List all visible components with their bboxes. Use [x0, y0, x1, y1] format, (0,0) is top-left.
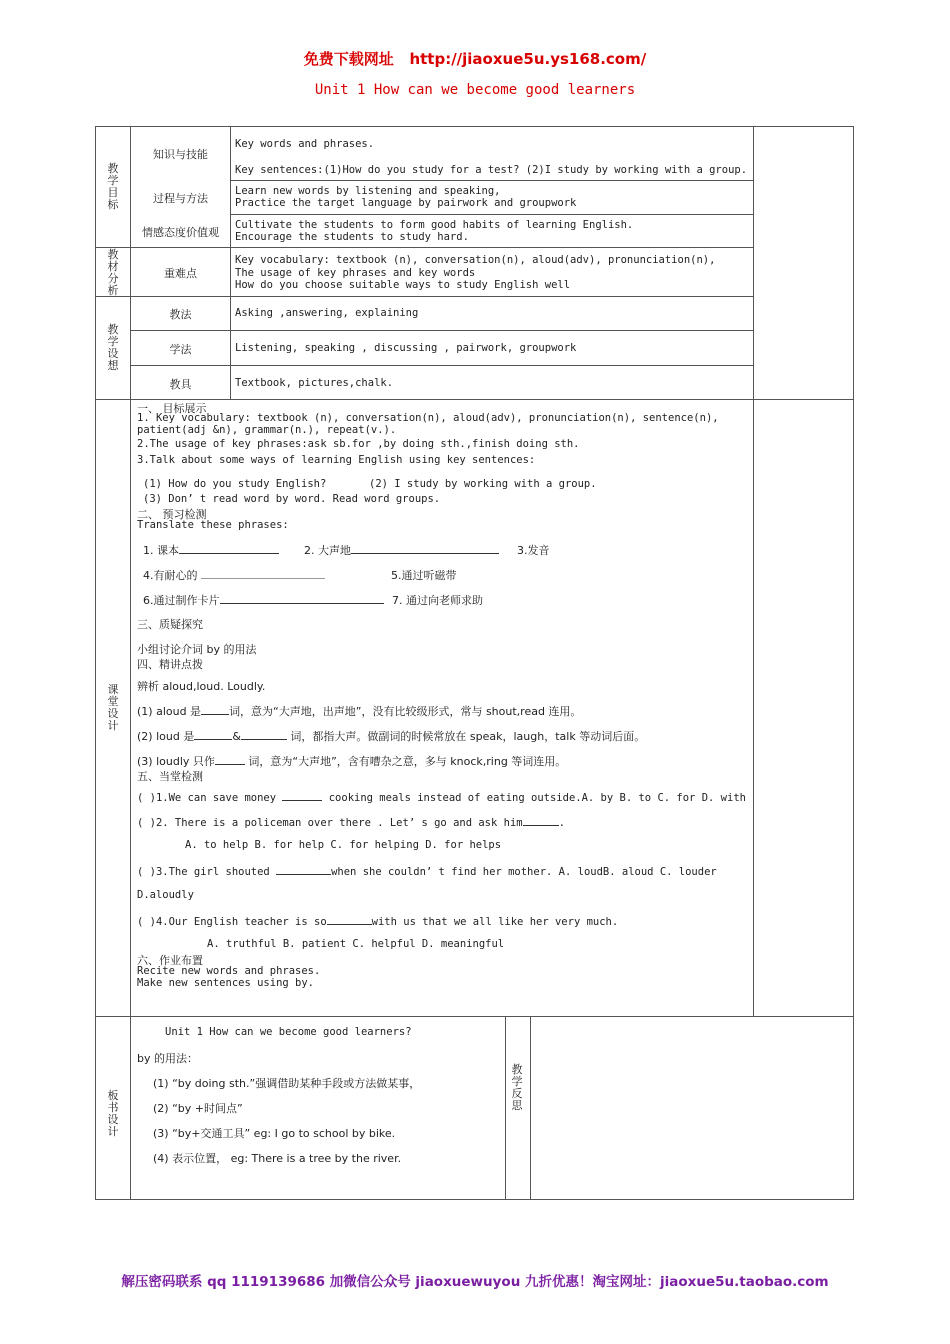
- board-item-3: (3) “by+交通工具” eg: I go to school by bike.: [153, 1127, 396, 1140]
- s3-title: 三、质疑探究: [137, 618, 203, 631]
- design-section-label: 教学设想: [107, 323, 119, 372]
- s1-sentence-2: (2) I study by working with a group.: [369, 478, 597, 490]
- board-item-1: (1) “by doing sth.”强调借助某种手段或方法做某事，: [153, 1077, 421, 1090]
- question-4: ( )4.Our English teacher is so with us that we all like her very much.: [137, 916, 619, 928]
- objectives-section-label: 教学目标: [107, 162, 119, 211]
- page-title: Unit 1 How can we become good learners: [314, 82, 636, 98]
- analysis-section-label: 教材分析: [107, 248, 119, 297]
- s5-title: 五、当堂检测: [137, 770, 203, 783]
- study-method-value: Listening, speaking , discussing , pairwork, groupwork: [235, 342, 577, 354]
- s4-point-2: (2) loud 是 & 词，都指大声。做副词的时候常放在 speak，laugh，talk 等动词后面。: [137, 730, 646, 743]
- footer-contact: 解压密码联系 qq 1119139686 加微信公众号 jiaoxuewuyou 九折优惠！淘宝网址：jiaoxue5u.taobao.com: [121, 1274, 829, 1290]
- download-header: [0, 48, 950, 69]
- attitude-line-2: Encourage the students to study hard.: [235, 231, 469, 243]
- translate-3: 3.发音: [517, 544, 550, 557]
- method-value: Asking ,answering, explaining: [235, 307, 419, 319]
- process-line-1: Learn new words by listening and speaking,: [235, 185, 501, 197]
- translate-1: 1. 课本: [143, 542, 279, 558]
- question-2: ( )2. There is a policeman over there . Let’ s go and ask him .: [137, 817, 565, 829]
- board-item-2: (2) “by +时间点”: [153, 1102, 243, 1115]
- translate-6: 6.通过制作卡片: [143, 592, 384, 608]
- question-4-options: A. truthful B. patient C. helpful D. meaningful: [207, 938, 505, 950]
- s4-intro: 辨析 aloud,loud. Loudly.: [137, 680, 266, 693]
- knowledge-label: 知识与技能: [153, 148, 208, 161]
- s1-line-1: 1. Key vocabulary: textbook (n), conversation(n), aloud(adv), pronunciation(n), sentence(n),: [137, 412, 719, 424]
- s6-title: 六、作业布置: [137, 954, 203, 967]
- s6-line-1: Recite new words and phrases.: [137, 965, 321, 977]
- analysis-line-2: The usage of key phrases and key words: [235, 267, 476, 279]
- knowledge-line-2: Key sentences:(1)How do you study for a test? (2)I study by working with a group.: [235, 164, 748, 176]
- knowledge-line-1: Key words and phrases.: [235, 138, 375, 150]
- process-line-2: Practice the target language by pairwork and groupwork: [235, 197, 577, 209]
- attitude-line-1: Cultivate the students to form good habits of learning English.: [235, 219, 634, 231]
- question-3-tail: D.aloudly: [137, 889, 194, 901]
- s2-intro: Translate these phrases:: [137, 519, 289, 531]
- tools-value: Textbook, pictures,chalk.: [235, 377, 394, 389]
- key-difficulty-label: 重难点: [164, 267, 197, 280]
- s1-sentence-3: (3) Don’ t read word by word. Read word groups.: [143, 493, 441, 505]
- process-label: 过程与方法: [153, 192, 208, 205]
- translate-7: 7. 通过向老师求助: [392, 594, 483, 607]
- method-label: 教法: [169, 308, 192, 321]
- download-link[interactable]: http://jiaoxue5u.ys168.com/: [409, 50, 647, 68]
- translate-2: 2. 大声地: [304, 542, 499, 558]
- s1-line-3: 2.The usage of key phrases:ask sb.for ,by doing sth.,finish doing sth.: [137, 438, 580, 450]
- s1-line-2: patient(adj &n), grammar(n.), repeat(v.).: [137, 424, 397, 436]
- translate-4: 4.有耐心的: [143, 567, 325, 583]
- reflection-label: 教学反思: [511, 1063, 523, 1112]
- lesson-section-label: 课堂设计: [107, 683, 119, 732]
- s6-line-2: Make new sentences using by.: [137, 977, 315, 989]
- s4-point-1: (1) aloud 是 词，意为“大声地，出声地”，没有比较级形式，常与 shout,read 连用。: [137, 705, 582, 718]
- question-2-options: A. to help B. for help C. for helping D. for helps: [185, 839, 502, 851]
- board-section-label: 板书设计: [107, 1089, 119, 1138]
- s1-line-4: 3.Talk about some ways of learning English using key sentences:: [137, 454, 536, 466]
- analysis-line-1: Key vocabulary: textbook (n), conversation(n), aloud(adv), pronunciation(n),: [235, 254, 716, 266]
- board-item-4: (4) 表示位置， eg: There is a tree by the river.: [153, 1152, 402, 1165]
- s2-title: 二、 预习检测: [137, 508, 207, 521]
- board-title: Unit 1 How can we become good learners?: [165, 1026, 412, 1038]
- attitude-label: 情感态度价值观: [142, 226, 219, 239]
- analysis-line-3: How do you choose suitable ways to study English well: [235, 279, 571, 291]
- s4-point-3: (3) loudly 只作 词，意为“大声地”，含有嘈杂之意，多与 knock,ring 等词连用。: [137, 755, 567, 768]
- question-3: ( )3.The girl shouted when she couldn’ t find her mother. A. loudB. aloud C. louder: [137, 866, 717, 878]
- question-1: ( )1.We can save money cooking meals instead of eating outside.A. by B. to C. for D. with: [137, 792, 746, 804]
- s1-title: 一、 目标展示: [137, 402, 207, 415]
- tools-label: 教具: [169, 378, 192, 391]
- study-method-label: 学法: [169, 343, 192, 356]
- s1-sentence-1: (1) How do you study English?: [143, 478, 327, 490]
- board-by-usage: by 的用法：: [137, 1052, 198, 1065]
- s3-text: 小组讨论介词 by 的用法: [137, 643, 257, 656]
- translate-5: 5.通过听磁带: [391, 569, 457, 582]
- s4-title: 四、精讲点拨: [137, 658, 203, 671]
- download-label: 免费下载网址: [303, 50, 394, 68]
